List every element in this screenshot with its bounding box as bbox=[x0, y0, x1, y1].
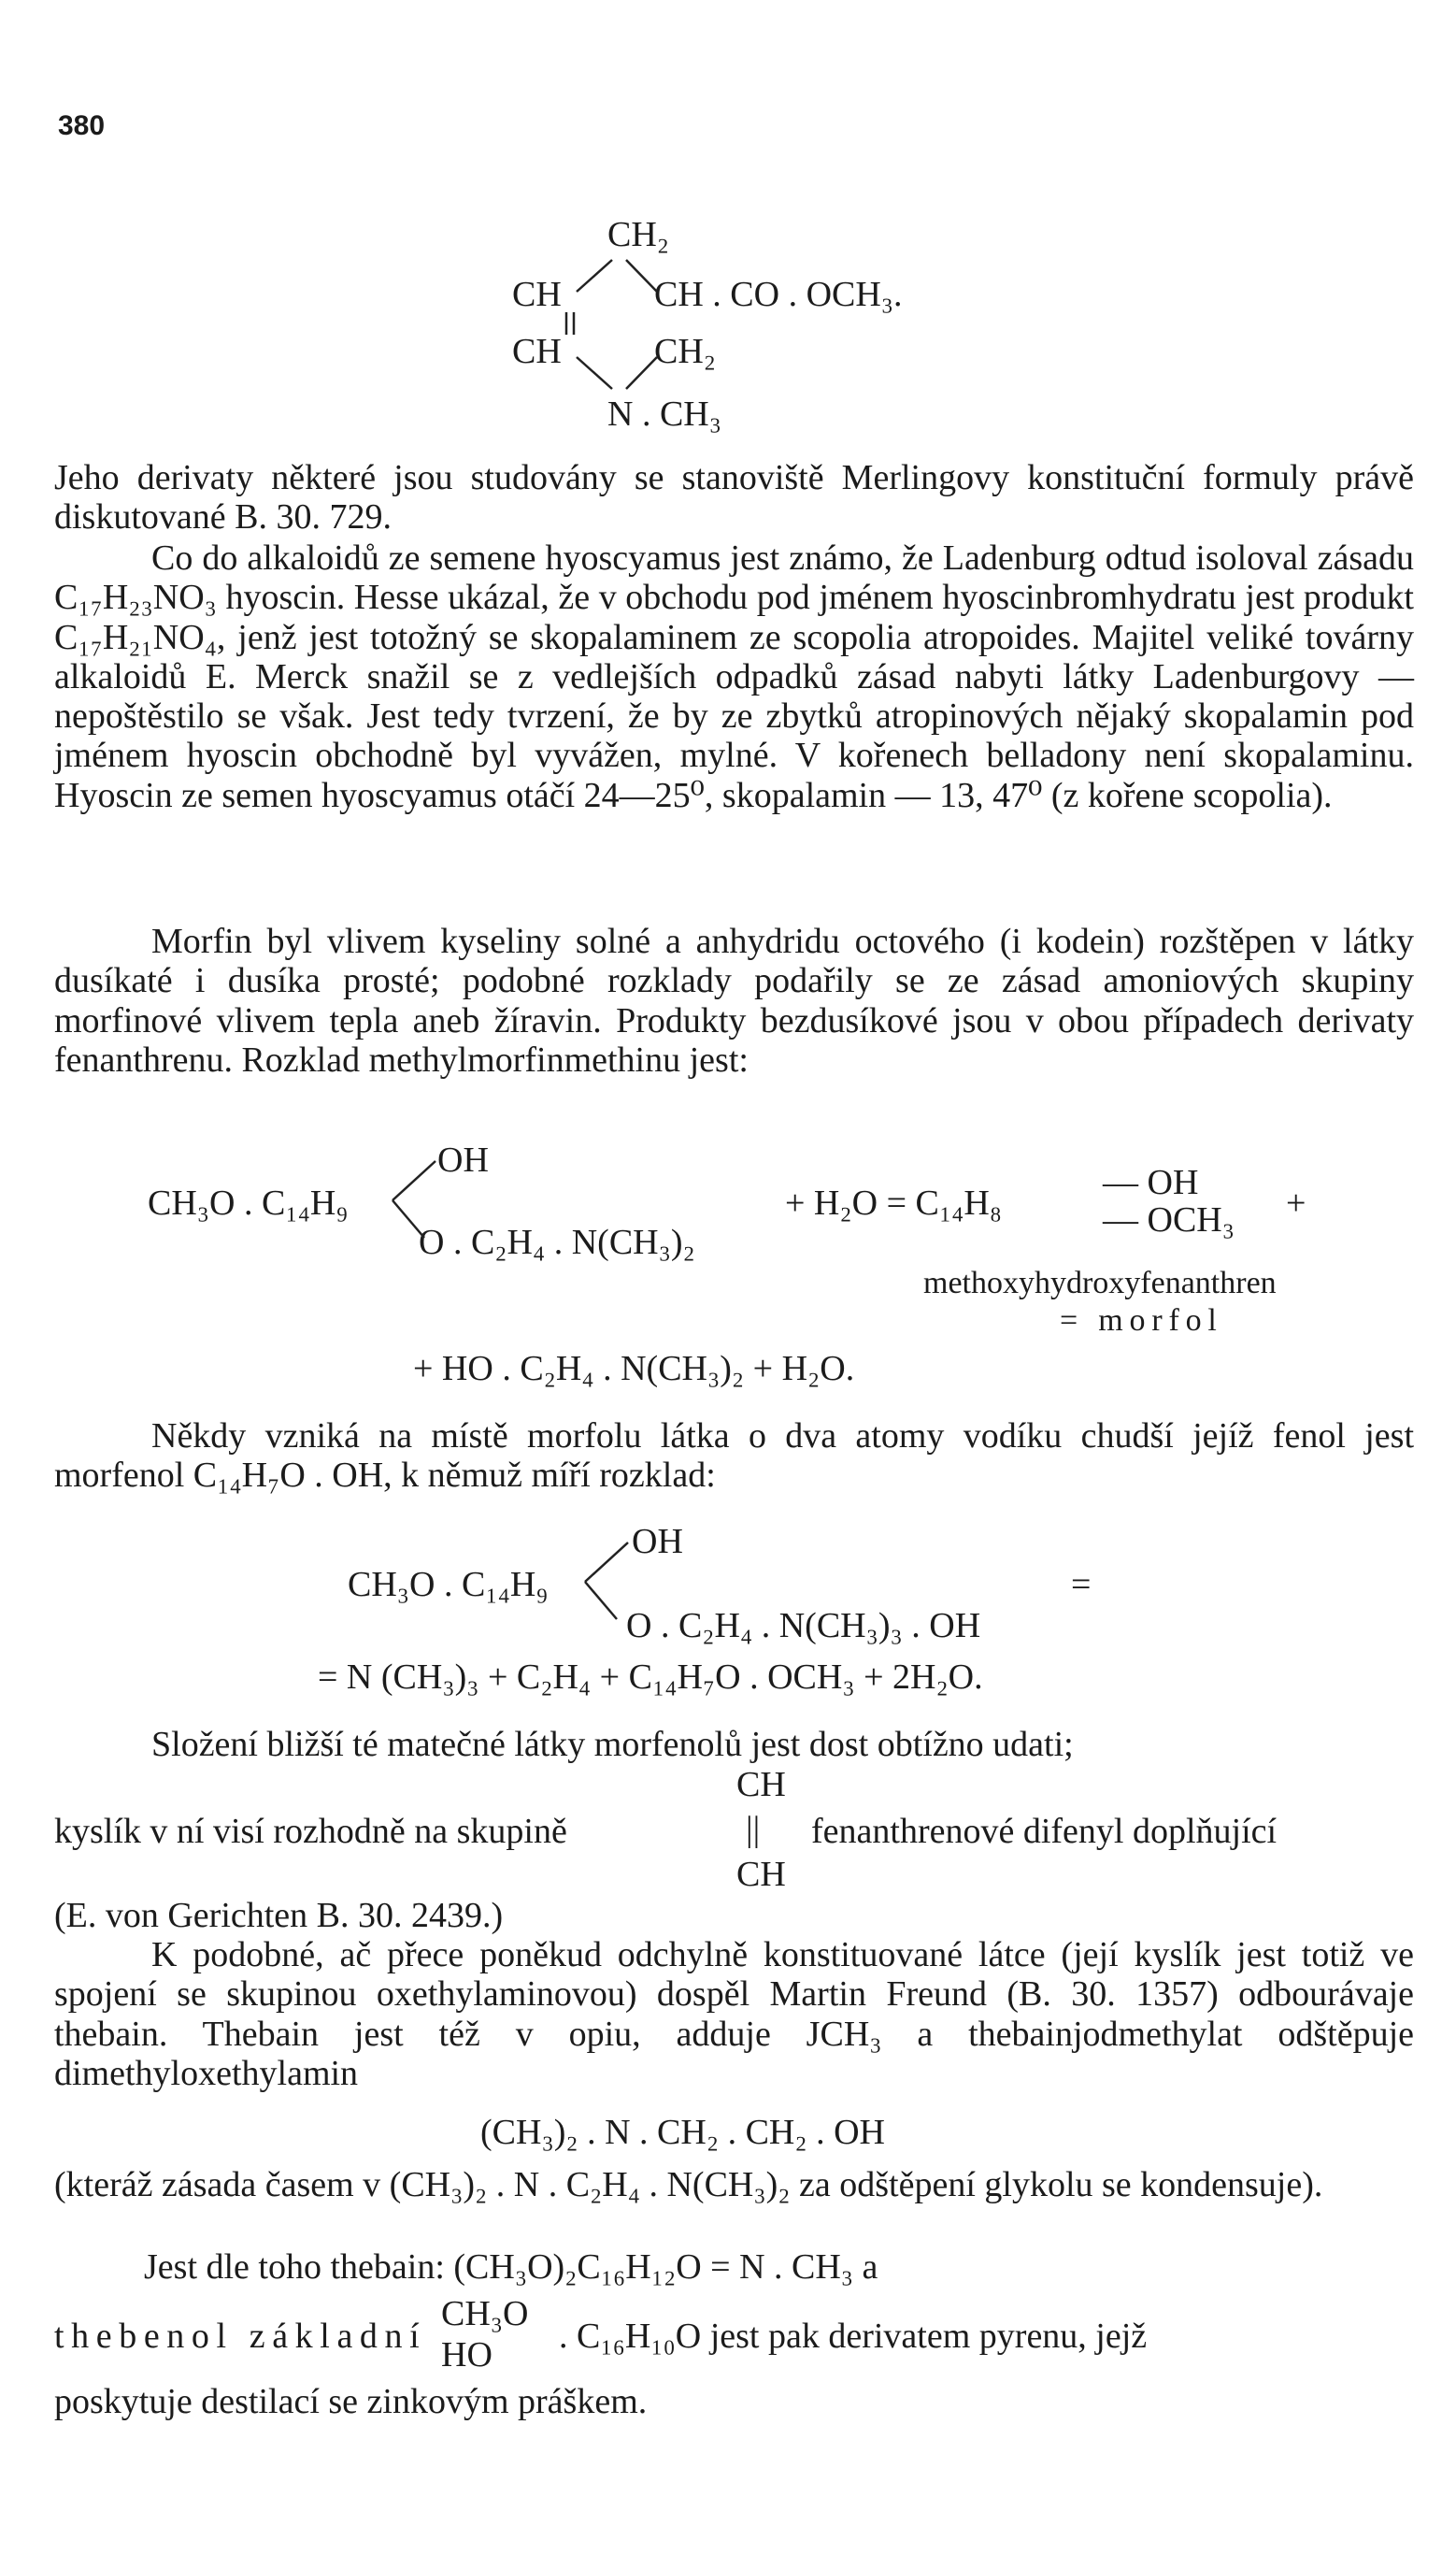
paragraph-thebain: Jest dle toho thebain: (CH₃O)₂C₁₆H₁₂O = N . CH₃ a bbox=[144, 2247, 878, 2287]
equation-3: (CH₃)₂ . N . CH₂ . CH₂ . OH bbox=[480, 2113, 885, 2152]
thebenol-text-post: . C₁₆H₁₀O jest pak derivatem pyrenu, jejž bbox=[559, 2317, 1148, 2356]
paragraph-hyoscin: Co do alkaloidů ze semene hyoscyamus jest známo, že Ladenburg odtud isoloval zásadu C₁₇H₂₃NO₃ hyoscin. Hesse ukázal, že v obchodu pod jménem hyoscinbromhydratu jest produkt C₁₇H₂₁NO₄, jenž jest totožný se skopalaminem ze scopolia atropoides. Majitel veliké továrny alkaloidů E. Merck snažil se z vedlejších odpadků zásad nabyti látky Ladenburgovy — nepoštěstilo se však. Jest tedy tvrzení, že by ze zbytků atropinových nějaký skopalamin pod jménem hyoscin obchodně byl vyvážen, mylné. V kořenech belladony není skopalaminu. Hyoscin ze semen hyoscyamus otáčí 24—25⁰, skopalamin — 13, 47⁰ (z kořene scopolia). bbox=[54, 538, 1414, 815]
eq1-branch bbox=[381, 1152, 437, 1255]
paragraph-zinek: poskytuje destilací se zinkovým práškem. bbox=[54, 2382, 648, 2421]
thebenol-text-pre: thebenol základní bbox=[54, 2317, 427, 2356]
double-bond: || bbox=[746, 1810, 761, 1849]
eq2-lower: O . C₂H₄ . N(CH₃)₃ . OH bbox=[626, 1606, 981, 1645]
ch-bottom: CH bbox=[736, 1855, 786, 1894]
paragraph-merling: Jeho derivaty některé jsou studovány se stanoviště Merlingovy konstituční formuly právě diskutované B. 30. 729. bbox=[54, 458, 1414, 538]
paragraph-morfenol: Někdy vzniká na místě morfolu látka o dva atomy vodíku chudší jejíž fenol jest morfenol C₁₄H₇O . OH, k němuž míří rozklad: bbox=[54, 1416, 1414, 1496]
ring-bonds bbox=[556, 234, 743, 439]
eq1-lower: O . C₂H₄ . N(CH₃)₂ bbox=[419, 1223, 695, 1262]
eq1-left: CH₃O . C₁₄H₉ bbox=[148, 1184, 349, 1223]
formula1-bottom: N . CH₃ bbox=[607, 395, 721, 434]
formula1-r2-left: CH bbox=[512, 332, 562, 371]
eq2-branch bbox=[574, 1533, 630, 1636]
eq2-equals: = bbox=[1071, 1565, 1092, 1604]
eq1-product-name: methoxyhydroxyfenanthren bbox=[923, 1266, 1277, 1300]
eq2-line2: = N (CH₃)₃ + C₂H₄ + C₁₄H₇O . OCH₃ + 2H₂O. bbox=[318, 1657, 983, 1697]
paragraph-slozeni: Složení bližší té matečné látky morfenolů jest dost obtížno udati; bbox=[151, 1725, 1074, 1764]
formula1-r2-right: CH₂ bbox=[654, 332, 717, 371]
thebenol-ho: HO bbox=[441, 2335, 492, 2375]
eq1-morfol: = morfol bbox=[1060, 1303, 1223, 1338]
eq1-oh: OH bbox=[437, 1141, 489, 1180]
page-number: 380 bbox=[58, 110, 106, 141]
eq1-mid: + H₂O = C₁₄H₈ bbox=[785, 1184, 1003, 1223]
eq1-och3: — OCH₃ bbox=[1103, 1200, 1235, 1240]
paragraph-kondensuje: (kteráž zásada časem v (CH₃)₂ . N . C₂H₄ . N(CH₃)₂ za odštěpení glykolu se kondensuje). bbox=[54, 2165, 1323, 2204]
formula1-r1-right: CH . CO . OCH₃. bbox=[654, 275, 903, 314]
paragraph-morfin: Morfin byl vlivem kyseliny solné a anhydridu octového (i kodein) rozštěpen v látky dusíkaté i dusíka prosté; podobné rozklady podařily se ze zásad amoniových skupiny morfinové vlivem tepla aneb žíravin. Produkty bezdusíkové jsou v obou případech derivaty fenanthrenu. Rozklad methylmorfinmethinu jest: bbox=[54, 922, 1414, 1080]
eq2-oh: OH bbox=[632, 1522, 683, 1561]
eq1-plus: + bbox=[1286, 1184, 1306, 1223]
eq1-line2: + HO . C₂H₄ . N(CH₃)₂ + H₂O. bbox=[413, 1349, 855, 1388]
eq2-left: CH₃O . C₁₄H₉ bbox=[348, 1565, 549, 1604]
eq1-oh2: — OH bbox=[1103, 1163, 1199, 1202]
kyslik-text-pre: kyslík v ní visí rozhodně na skupině bbox=[54, 1812, 567, 1851]
paragraph-gerichten: (E. von Gerichten B. 30. 2439.) bbox=[54, 1896, 504, 1935]
ch-top: CH bbox=[736, 1765, 786, 1804]
paragraph-freund: K podobné, ač přece poněkud odchylně konstituované látce (její kyslík jest totiž ve spojení se skupinou oxethylaminovou) dospěl Martin Freund (B. 30. 1357) odbourávaje thebain. Thebain jest též v opiu, adduje JCH₃ a thebainjodmethylat odštěpuje dimethyloxethylamin bbox=[54, 1935, 1414, 2093]
kyslik-text-post: fenanthrenové difenyl doplňující bbox=[811, 1812, 1278, 1851]
formula1-r1-left: CH bbox=[512, 275, 562, 314]
thebenol-ch3o: CH₃O bbox=[441, 2294, 529, 2333]
formula1-top: CH₂ bbox=[607, 215, 670, 254]
